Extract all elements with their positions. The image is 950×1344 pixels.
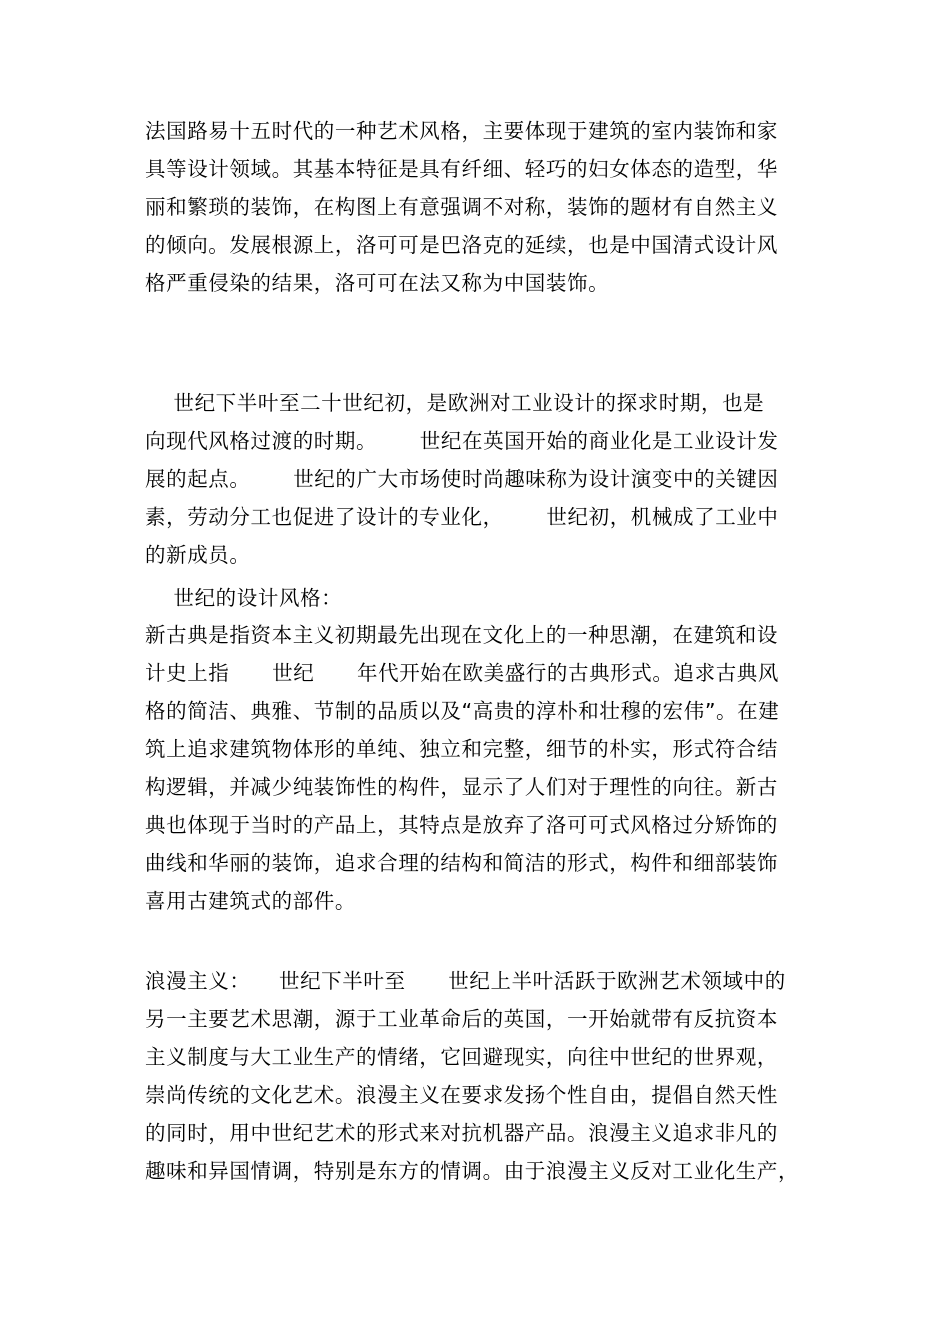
paragraph-3-line-4: 崇尚传统的文化艺术。浪漫主义在要求发扬个性自由，提倡自然天性 bbox=[145, 1083, 778, 1107]
paragraph-2-line-9: 格的简洁、典雅、节制的品质以及“高贵的淳朴和壮穆的宏伟”。在建 bbox=[145, 699, 780, 723]
paragraph-3-line-3: 主义制度与大工业生产的情绪，它回避现实，向往中世纪的世界观， bbox=[145, 1045, 778, 1069]
paragraph-1-line-5: 格严重侵染的结果，洛可可在法又称为中国装饰。 bbox=[145, 271, 610, 295]
paragraph-3-line-2: 另一主要艺术思潮，源于工业革命后的英国，一开始就带有反抗资本 bbox=[145, 1007, 778, 1031]
paragraph-2-line-3: 展的起点。 世纪的广大市场使时尚趣味称为设计演变中的关键因 bbox=[145, 467, 779, 491]
paragraph-3-line-5: 的同时，用中世纪艺术的形式来对抗机器产品。浪漫主义追求非凡的 bbox=[145, 1121, 778, 1145]
paragraph-2-line-11: 构逻辑，并减少纯装饰性的构件，显示了人们对于理性的向往。新古 bbox=[145, 775, 778, 799]
paragraph-2-line-14: 喜用古建筑式的部件。 bbox=[145, 889, 356, 913]
paragraph-1-line-2: 具等设计领域。其基本特征是具有纤细、轻巧的妇女体态的造型，华 bbox=[145, 157, 778, 181]
paragraph-2-line-1: 世纪下半叶至二十世纪初，是欧洲对工业设计的探求时期，也是 bbox=[145, 391, 765, 415]
paragraph-2-line-4: 素，劳动分工也促进了设计的专业化， 世纪初，机械成了工业中 bbox=[145, 505, 779, 529]
paragraph-2-line-8: 计史上指 世纪 年代开始在欧美盛行的古典形式。追求古典风 bbox=[145, 661, 779, 685]
paragraph-1-line-1: 法国路易十五时代的一种艺术风格，主要体现于建筑的室内装饰和家 bbox=[145, 119, 778, 143]
paragraph-2-line-5: 的新成员。 bbox=[145, 543, 251, 567]
section-heading-design-style: 世纪的设计风格： bbox=[145, 586, 343, 610]
paragraph-2-line-10: 筑上追求建筑物体形的单纯、独立和完整，细节的朴实，形式符合结 bbox=[145, 737, 778, 761]
paragraph-1-line-4: 的倾向。发展根源上，洛可可是巴洛克的延续，也是中国清式设计风 bbox=[145, 233, 778, 257]
paragraph-3-line-1: 浪漫主义： 世纪下半叶至 世纪上半叶活跃于欧洲艺术领域中的 bbox=[145, 969, 786, 993]
paragraph-2-line-7: 新古典是指资本主义初期最先出现在文化上的一种思潮，在建筑和设 bbox=[145, 623, 778, 647]
paragraph-3-line-6: 趣味和异国情调，特别是东方的情调。由于浪漫主义反对工业化生产， bbox=[145, 1159, 800, 1183]
paragraph-2-line-12: 典也体现于当时的产品上，其特点是放弃了洛可可式风格过分矫饰的 bbox=[145, 813, 778, 837]
paragraph-1-line-3: 丽和繁琐的装饰，在构图上有意强调不对称，装饰的题材有自然主义 bbox=[145, 195, 778, 219]
paragraph-2-line-13: 曲线和华丽的装饰，追求合理的结构和简洁的形式，构件和细部装饰 bbox=[145, 851, 778, 875]
paragraph-2-line-2: 向现代风格过渡的时期。 世纪在英国开始的商业化是工业设计发 bbox=[145, 429, 779, 453]
